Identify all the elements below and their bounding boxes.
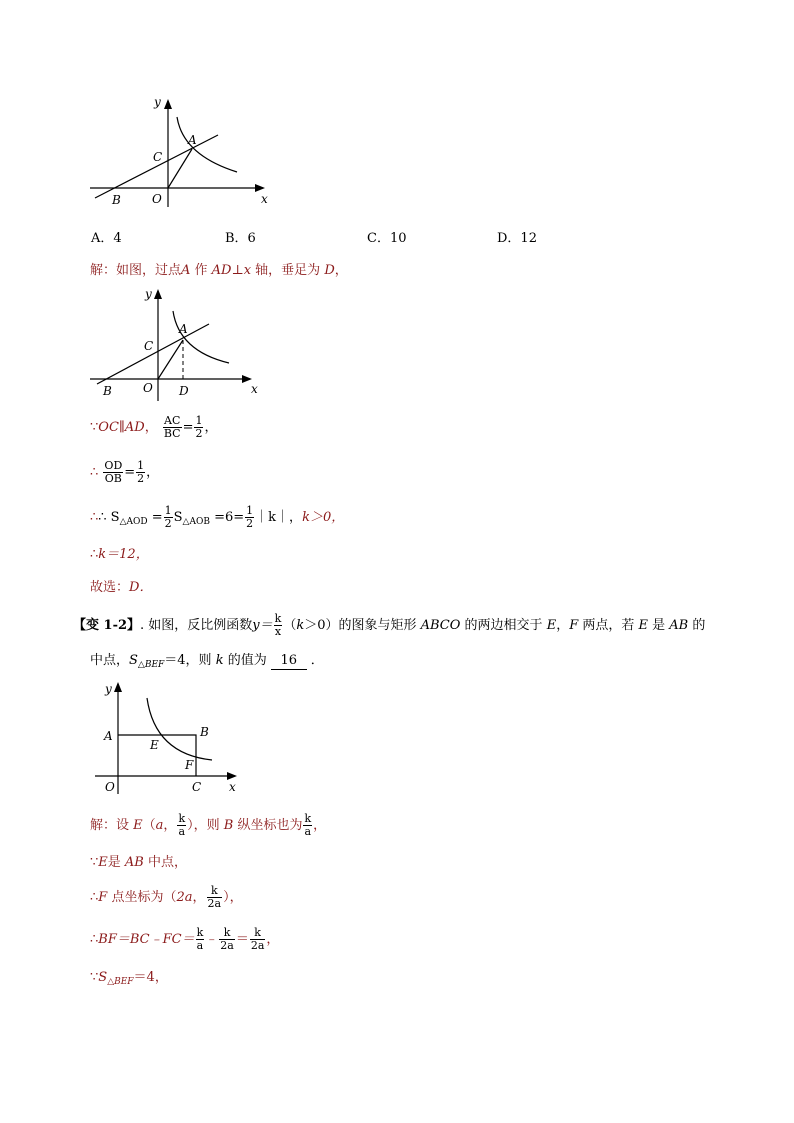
den: x xyxy=(274,625,282,639)
figure-1-hyperbola-line xyxy=(85,95,280,210)
therefore: ∴ xyxy=(90,547,99,562)
choose-label: 故选： xyxy=(90,580,130,595)
s: S xyxy=(129,653,138,668)
therefore: ∴ xyxy=(90,465,99,481)
den: a xyxy=(304,825,312,839)
sub-bef: △BEF xyxy=(137,660,165,670)
because: ∵ xyxy=(90,420,99,436)
s: ∴ S xyxy=(98,510,120,526)
num: 1 xyxy=(195,414,203,427)
fraction-k-x xyxy=(274,613,283,638)
sol1-ad-perp: AD⊥x xyxy=(211,263,252,278)
period: ． xyxy=(310,653,324,668)
label-f: F xyxy=(185,758,194,772)
text: 点坐标为（ xyxy=(107,890,177,906)
t4: 是 xyxy=(648,618,670,634)
sub-aod: △AOD xyxy=(119,517,148,528)
x-axis-arrow xyxy=(255,184,265,192)
option-c[interactable]: C．10 xyxy=(367,231,407,246)
num: k xyxy=(207,885,223,898)
end: ， xyxy=(266,932,280,948)
comma: ， xyxy=(556,618,570,634)
answer-d: D． xyxy=(129,580,153,595)
sol1-d: D xyxy=(324,263,335,278)
b: （ xyxy=(142,818,156,834)
s2: S xyxy=(173,510,183,526)
e: E xyxy=(133,818,143,834)
den: 2a xyxy=(250,939,265,953)
den: 2a xyxy=(207,897,222,911)
c: ， xyxy=(163,818,177,834)
segment-oa xyxy=(158,340,183,379)
y-axis-arrow xyxy=(164,99,172,109)
k: k xyxy=(296,618,305,634)
fraction-k-a xyxy=(196,927,205,952)
step-because-parallel xyxy=(90,415,218,440)
label-y: y xyxy=(145,287,152,301)
label-b: B xyxy=(103,384,112,398)
sol1-zuo: 作 xyxy=(190,263,212,278)
fraction-half-1 xyxy=(164,505,173,530)
cond1: （ xyxy=(283,618,297,634)
option-d[interactable]: D．12 xyxy=(497,231,537,246)
fraction-k-a-2 xyxy=(303,813,312,838)
eq: ＝ xyxy=(235,932,249,948)
x-axis-arrow xyxy=(227,772,237,780)
abco: ABCO xyxy=(420,618,461,634)
variant-tag: 【变 1-2】 xyxy=(73,618,141,634)
line-bc xyxy=(97,324,209,384)
step-od-ob xyxy=(90,460,159,485)
expr: BF＝BC﹣FC＝ xyxy=(98,932,195,948)
mid: =6= xyxy=(209,510,245,526)
label-a: A xyxy=(188,133,197,147)
e2: E xyxy=(638,618,648,634)
variant-line-1 xyxy=(73,613,705,638)
den: a xyxy=(196,939,204,953)
step-area xyxy=(90,505,344,530)
figure-3-rectangle-hyperbola xyxy=(95,678,255,798)
k2: k xyxy=(215,653,224,668)
label-o: O xyxy=(143,381,153,395)
av: a xyxy=(155,818,164,834)
end: ， xyxy=(204,420,218,436)
fraction-k-2a xyxy=(219,927,235,952)
sol1-a: A xyxy=(181,263,191,278)
label-a: A xyxy=(104,729,113,743)
fraction-half-2 xyxy=(245,505,254,530)
therefore: ∴ xyxy=(90,932,99,948)
k-equals-12: k＝12， xyxy=(98,547,149,562)
label-c: C xyxy=(153,150,163,164)
label-c: C xyxy=(192,780,202,794)
end: ）， xyxy=(223,890,243,906)
comma: ， xyxy=(144,420,158,436)
num: 1 xyxy=(246,504,254,517)
num: AC xyxy=(164,414,181,427)
num: k xyxy=(196,926,204,939)
den: 2 xyxy=(195,427,203,441)
label-e: E xyxy=(150,738,159,752)
therefore-sym: ∴ xyxy=(90,510,99,526)
e: E xyxy=(98,855,108,870)
hyperbola xyxy=(177,117,237,172)
f: 纵坐标也为 xyxy=(233,818,303,834)
a: 解：设 xyxy=(90,818,134,834)
label-b: B xyxy=(200,725,209,739)
end: ＝4， xyxy=(133,970,168,985)
minus: ﹣ xyxy=(205,932,219,948)
ab: AB xyxy=(669,618,689,634)
t6: 的值为 xyxy=(223,653,267,668)
num: k xyxy=(219,927,235,940)
variant-t1: . 如图，反比例函数 xyxy=(140,618,253,634)
ab: AB xyxy=(124,855,144,870)
solution-1-intro xyxy=(90,263,348,279)
g: ， xyxy=(313,818,327,834)
label-x: x xyxy=(229,780,236,794)
f: F xyxy=(98,890,108,906)
twoa: 2a xyxy=(176,890,193,906)
num: k xyxy=(178,812,186,825)
because: ∵ xyxy=(90,970,99,985)
den: 2 xyxy=(164,517,172,531)
num: 1 xyxy=(137,459,145,472)
den: OB xyxy=(104,472,122,486)
f: F xyxy=(569,618,579,634)
label-c: C xyxy=(144,339,154,353)
label-d: D xyxy=(179,384,189,398)
den: BC xyxy=(163,427,181,441)
y-axis-arrow xyxy=(114,682,122,692)
sol2-line-4 xyxy=(90,927,279,952)
den: a xyxy=(178,825,186,839)
sol2-line-3 xyxy=(90,885,243,910)
text: 是 xyxy=(107,855,125,870)
den: 2a xyxy=(220,939,234,953)
fraction-k-a xyxy=(177,813,186,838)
label-x: x xyxy=(261,192,268,206)
y-axis-arrow xyxy=(154,289,162,299)
step-answer xyxy=(90,580,152,596)
num: k xyxy=(250,927,266,940)
num: k xyxy=(304,812,312,825)
fraction-half xyxy=(194,415,203,440)
sol2-line-2 xyxy=(90,855,187,871)
sol2-line-5 xyxy=(90,970,168,988)
label-a: A xyxy=(179,322,188,336)
eq: ＝4，则 xyxy=(164,653,216,668)
abs-k: ｜k｜， xyxy=(255,510,303,526)
num: 1 xyxy=(164,504,172,517)
t5: 的 xyxy=(688,618,706,634)
t3: 两点，若 xyxy=(578,618,639,634)
fraction-k-2a-result xyxy=(250,927,266,952)
fraction-k-2a xyxy=(207,885,223,910)
option-a[interactable]: A．4 xyxy=(91,231,122,246)
sol1-intro: 解：如图，过点 xyxy=(90,263,182,278)
fraction-half xyxy=(136,460,145,485)
label-y: y xyxy=(154,95,161,109)
den: 2 xyxy=(246,517,254,531)
label-b: B xyxy=(112,193,121,207)
oc-parallel-ad: OC∥AD xyxy=(98,420,145,436)
s: S xyxy=(98,970,108,985)
label-x: x xyxy=(251,382,258,396)
label-o: O xyxy=(152,192,162,206)
e-text: ），则 xyxy=(187,818,224,834)
because: ∵ xyxy=(90,855,99,870)
answer-blank[interactable]: 16 xyxy=(271,653,307,670)
figure-2-hyperbola-line xyxy=(85,285,270,405)
sub-bef: △BEF xyxy=(107,977,134,987)
comma: ， xyxy=(192,890,206,906)
fraction-ac-bc xyxy=(163,415,182,440)
equals: = xyxy=(182,420,194,436)
t2: 的两边相交于 xyxy=(460,618,547,634)
label-o: O xyxy=(105,780,115,794)
cond2: ＞0）的图象与矩形 xyxy=(304,618,421,634)
e: E xyxy=(546,618,557,634)
sol1-comma: ， xyxy=(334,263,348,278)
sol1-axis: 轴，垂足为 xyxy=(251,263,325,278)
step-k-value xyxy=(90,547,149,563)
line2a: 中点， xyxy=(90,653,130,668)
variant-line-2 xyxy=(90,653,324,671)
label-y: y xyxy=(105,682,112,696)
y-eq: y＝ xyxy=(252,618,273,634)
therefore-s xyxy=(90,510,120,525)
fraction-od-ob xyxy=(103,460,123,485)
hyperbola xyxy=(173,311,229,363)
end: ， xyxy=(146,465,160,481)
den: 2 xyxy=(137,472,145,486)
b-point: B xyxy=(223,818,234,834)
therefore: ∴ xyxy=(90,890,99,906)
num: k xyxy=(274,612,282,625)
sol2-line-1 xyxy=(90,813,326,838)
num: OD xyxy=(104,459,123,472)
eq1: = xyxy=(147,510,163,526)
sub-aob: △AOB xyxy=(182,517,210,528)
k-positive: k＞0， xyxy=(302,510,345,526)
equals: = xyxy=(124,465,136,481)
option-b[interactable]: B．6 xyxy=(225,231,256,246)
end: 中点， xyxy=(143,855,188,870)
